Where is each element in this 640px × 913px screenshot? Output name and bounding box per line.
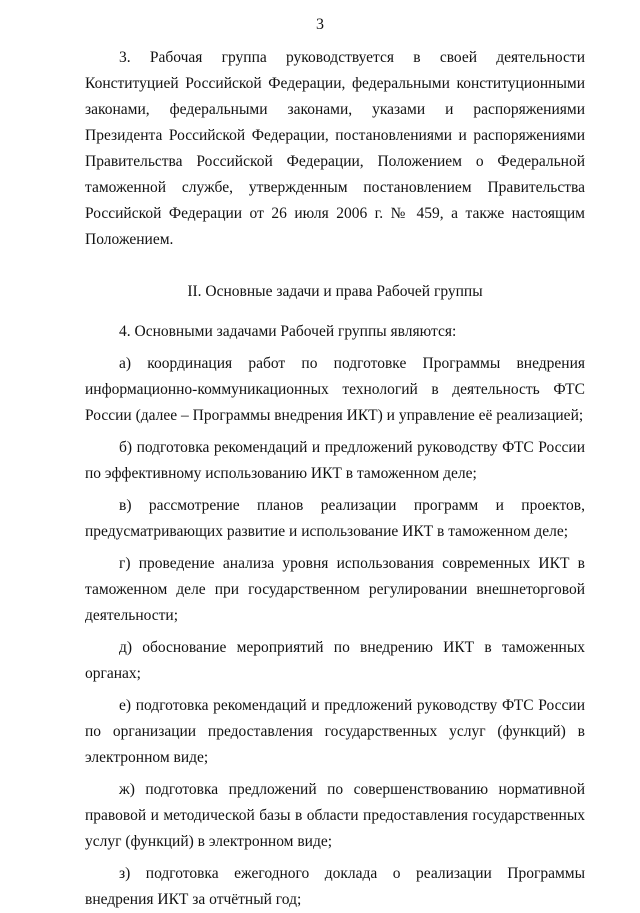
- task-item-d: д) обоснование мероприятий по внедрению ИКТ в таможенных органах;: [85, 639, 585, 682]
- paragraph-3: 3. Рабочая группа руководствуется в своей деятельности Конституцией Российской Федерации, федеральными конституционными законами, федеральными законами, указами и распоряжениями Президента Российской Федерации, постановлениями и распоряжениями Правительства Российской Федерации, Положением о Федеральной таможенной службе, утвержденным постановлением Правительства Российской Федерации от 26 июля 2006 г. № 459, а также настоящим Положением.: [85, 49, 585, 248]
- task-item-b: б) подготовка рекомендаций и предложений руководству ФТС России по эффективному использованию ИКТ в таможенном деле;: [85, 439, 585, 482]
- section-heading: II. Основные задачи и права Рабочей группы: [187, 283, 483, 300]
- task-item-a: а) координация работ по подготовке Программы внедрения информационно-коммуникационных технологий в деятельность ФТС России (далее – Программы внедрения ИКТ) и управление её реализацией;: [85, 355, 585, 424]
- document-body: [85, 45, 585, 913]
- paragraph-4-intro: 4. Основными задачами Рабочей группы являются:: [119, 323, 457, 340]
- page-number: 3: [316, 16, 324, 33]
- task-item-g: г) проведение анализа уровня использования современных ИКТ в таможенном деле при государственном регулировании внешнеторговой деятельности;: [85, 555, 585, 624]
- task-item-e: е) подготовка рекомендаций и предложений руководству ФТС России по организации предоставления государственных услуг (функций) в электронном виде;: [85, 697, 585, 766]
- task-item-v: в) рассмотрение планов реализации программ и проектов, предусматривающих развитие и использование ИКТ в таможенном деле;: [85, 497, 585, 540]
- task-item-zh: ж) подготовка предложений по совершенствованию нормативной правовой и методической базы в области предоставления государственных услуг (функций) в электронном виде;: [85, 781, 585, 850]
- task-item-z: з) подготовка ежегодного доклада о реализации Программы внедрения ИКТ за отчётный год;: [85, 865, 585, 908]
